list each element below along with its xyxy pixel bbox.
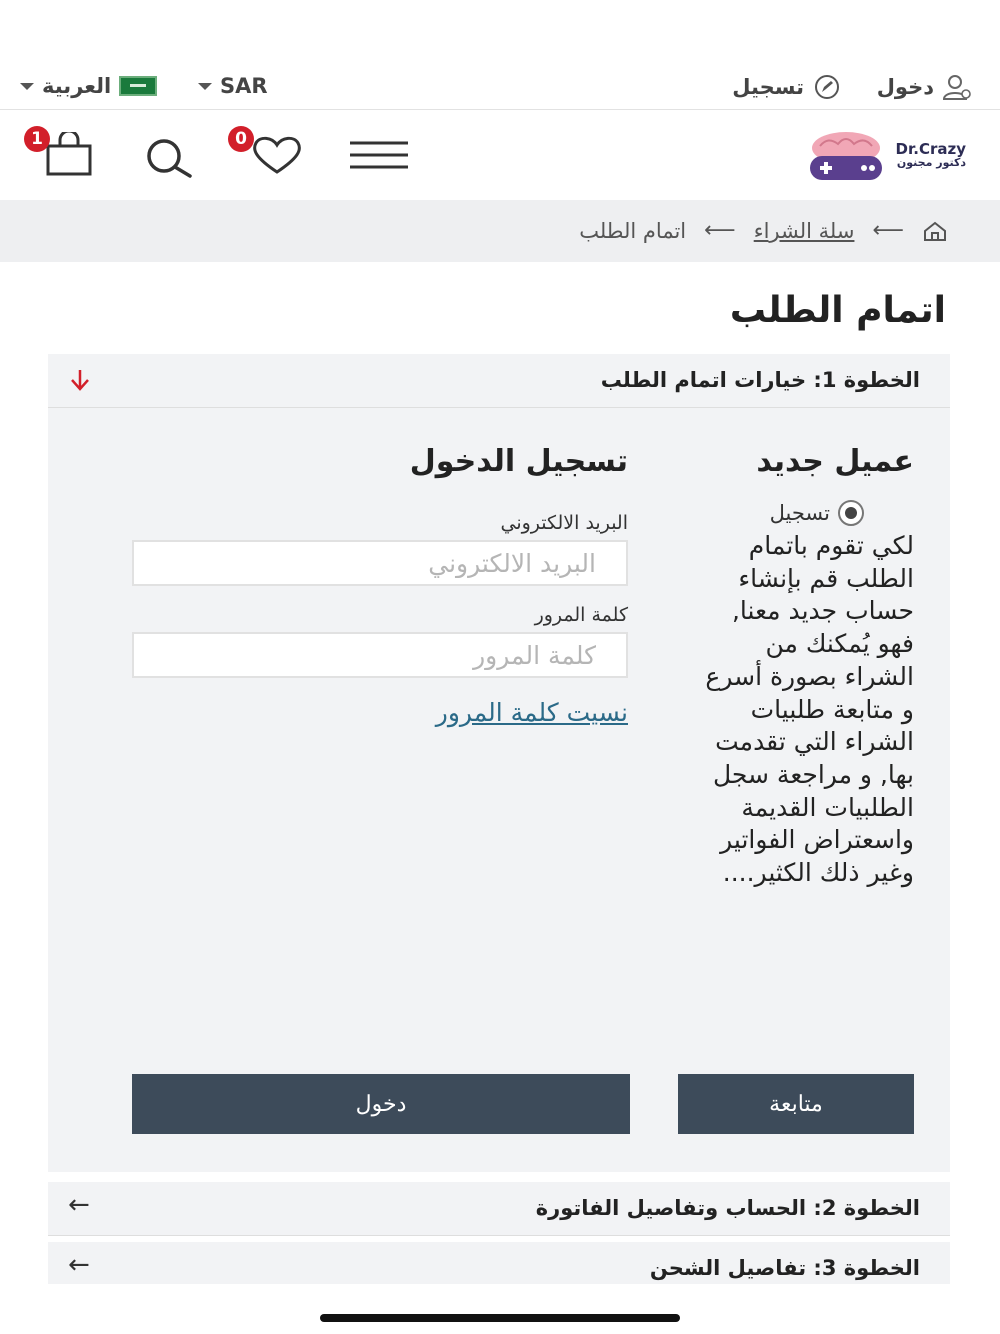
top-utility-bar xyxy=(0,62,1000,110)
step-2-title: الخطوة 2: الحساب وتفاصيل الفاتورة xyxy=(535,1196,920,1220)
page-title: اتمام الطلب xyxy=(729,290,946,331)
wishlist-count-badge: 0 xyxy=(228,126,254,152)
currency-label: SAR xyxy=(220,74,268,98)
password-field[interactable] xyxy=(132,632,628,678)
login-link[interactable] xyxy=(877,74,972,100)
register-radio[interactable] xyxy=(838,500,864,526)
arrow-left-icon: ⟵ xyxy=(872,218,904,243)
register-radio-label: تسجيل xyxy=(769,501,830,525)
login-button[interactable]: دخول xyxy=(132,1074,630,1134)
password-label: كلمة المرور xyxy=(534,604,628,626)
user-icon xyxy=(942,74,972,100)
logo-subtext: دكتور مجنون xyxy=(896,156,966,169)
forgot-password-link[interactable]: نسيت كلمة المرور xyxy=(435,698,628,727)
continue-button[interactable]: متابعة xyxy=(678,1074,914,1134)
brain-gamepad-logo-icon xyxy=(806,130,886,184)
search-icon xyxy=(140,136,196,178)
language-label: العربية xyxy=(42,74,112,98)
step-1-header[interactable] xyxy=(48,354,950,408)
logo-text: Dr.Crazy xyxy=(895,140,966,158)
step-3-header[interactable] xyxy=(48,1242,950,1284)
step-2-header[interactable] xyxy=(48,1182,950,1236)
language-selector[interactable] xyxy=(20,74,157,98)
arrow-down-icon xyxy=(68,364,92,394)
currency-selector[interactable] xyxy=(198,74,268,98)
arrow-left-icon: ⟵ xyxy=(704,218,736,243)
new-customer-title: عميل جديد xyxy=(756,444,914,479)
step-1-title: الخطوة 1: خيارات اتمام الطلب xyxy=(600,368,920,392)
edit-icon xyxy=(812,74,842,100)
site-logo[interactable] xyxy=(806,130,966,184)
register-option[interactable] xyxy=(770,500,864,526)
email-field[interactable] xyxy=(132,540,628,586)
chevron-down-icon xyxy=(20,83,34,90)
site-header xyxy=(0,110,1000,200)
arrow-left-icon: ← xyxy=(68,1190,90,1220)
cart-count-badge: 1 xyxy=(24,126,50,152)
hamburger-menu-icon xyxy=(350,140,408,170)
register-label: تسجيل xyxy=(732,75,804,99)
home-icon[interactable] xyxy=(922,220,948,242)
menu-button[interactable] xyxy=(350,140,408,174)
email-label: البريد الالكتروني xyxy=(500,512,628,534)
breadcrumb-cart-link[interactable]: سلة الشراء xyxy=(753,218,855,243)
breadcrumb-current: اتمام الطلب xyxy=(579,218,687,243)
step-3-title: الخطوة 3: تفاصيل الشحن xyxy=(649,1256,920,1280)
breadcrumb xyxy=(0,200,1000,262)
wishlist-button[interactable] xyxy=(235,129,306,180)
login-label: دخول xyxy=(876,75,934,99)
search-button[interactable] xyxy=(140,136,196,182)
register-link[interactable] xyxy=(732,74,842,100)
cart-button[interactable] xyxy=(31,129,94,180)
heart-icon xyxy=(248,134,306,176)
new-customer-description: لكي تقوم باتمام الطلب قم بإنشاء حساب جديد معنا, فهو يُمكنك من الشراء بصورة أسرع و متابعة طلبيات الشراء التي تقدمت بها, و مراجعة سجل الطلبيات القديمة واسعتراض الفواتير وغير ذلك الكثير.... xyxy=(705,531,914,888)
shopping-bag-icon xyxy=(44,132,94,176)
chevron-down-icon xyxy=(198,83,212,90)
login-title: تسجيل الدخول xyxy=(409,444,628,479)
step-1-body xyxy=(48,408,950,1172)
arrow-left-icon: ← xyxy=(68,1250,90,1280)
saudi-flag-icon xyxy=(119,76,157,96)
home-indicator xyxy=(320,1314,680,1322)
